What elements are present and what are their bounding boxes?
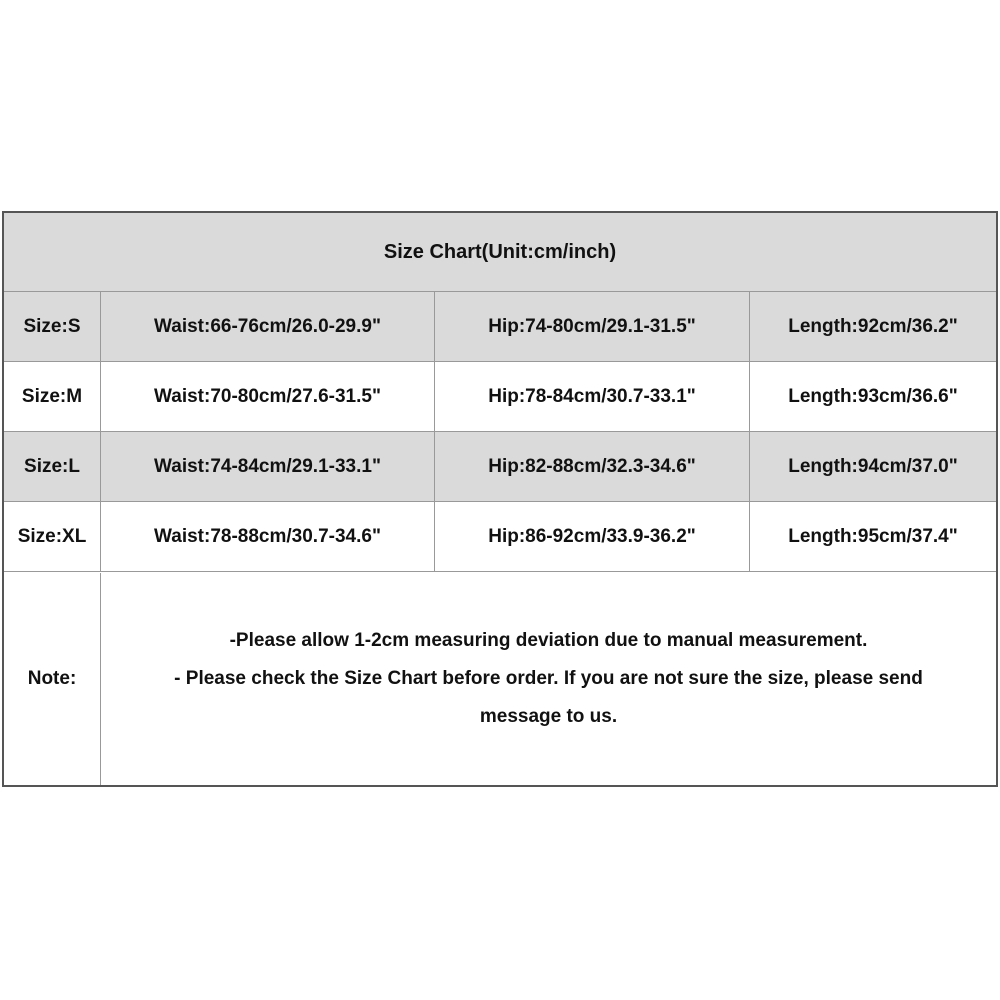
size-cell: Size:L [4,432,101,501]
note-line-check-chart: - Please check the Size Chart before order. If you are not sure the size, please send message to us. [174,668,923,727]
hip-cell: Hip:78-84cm/30.7-33.1" [435,362,750,431]
hip-cell: Hip:86-92cm/33.9-36.2" [435,502,750,571]
table-row-size-l [4,432,996,502]
table-title: Size Chart(Unit:cm/inch) [4,213,996,292]
table-row-size-m [4,362,996,432]
hip-cell: Hip:74-80cm/29.1-31.5" [435,292,750,361]
length-cell: Length:94cm/37.0" [788,455,958,477]
table-row-size-s [4,292,996,362]
waist-cell: Waist:70-80cm/27.6-31.5" [101,362,435,431]
note-line-deviation: -Please allow 1-2cm measuring deviation due to manual measurement. [229,630,868,651]
note-row [4,573,996,785]
hip-cell: Hip:82-88cm/32.3-34.6" [435,432,750,501]
waist-cell: Waist:66-76cm/26.0-29.9" [101,292,435,361]
note-label: Note: [4,573,101,785]
table-row-size-xl [4,502,996,572]
length-cell: Length:95cm/37.4" [788,525,958,547]
length-cell: Length:93cm/36.6" [788,385,958,407]
length-cell: Length:92cm/36.2" [788,315,958,337]
size-cell: Size:M [4,362,101,431]
size-cell: Size:S [4,292,101,361]
size-cell: Size:XL [4,502,101,571]
size-chart-table [2,211,998,787]
waist-cell: Waist:78-88cm/30.7-34.6" [101,502,435,571]
waist-cell: Waist:74-84cm/29.1-33.1" [101,432,435,501]
note-body [101,573,996,785]
